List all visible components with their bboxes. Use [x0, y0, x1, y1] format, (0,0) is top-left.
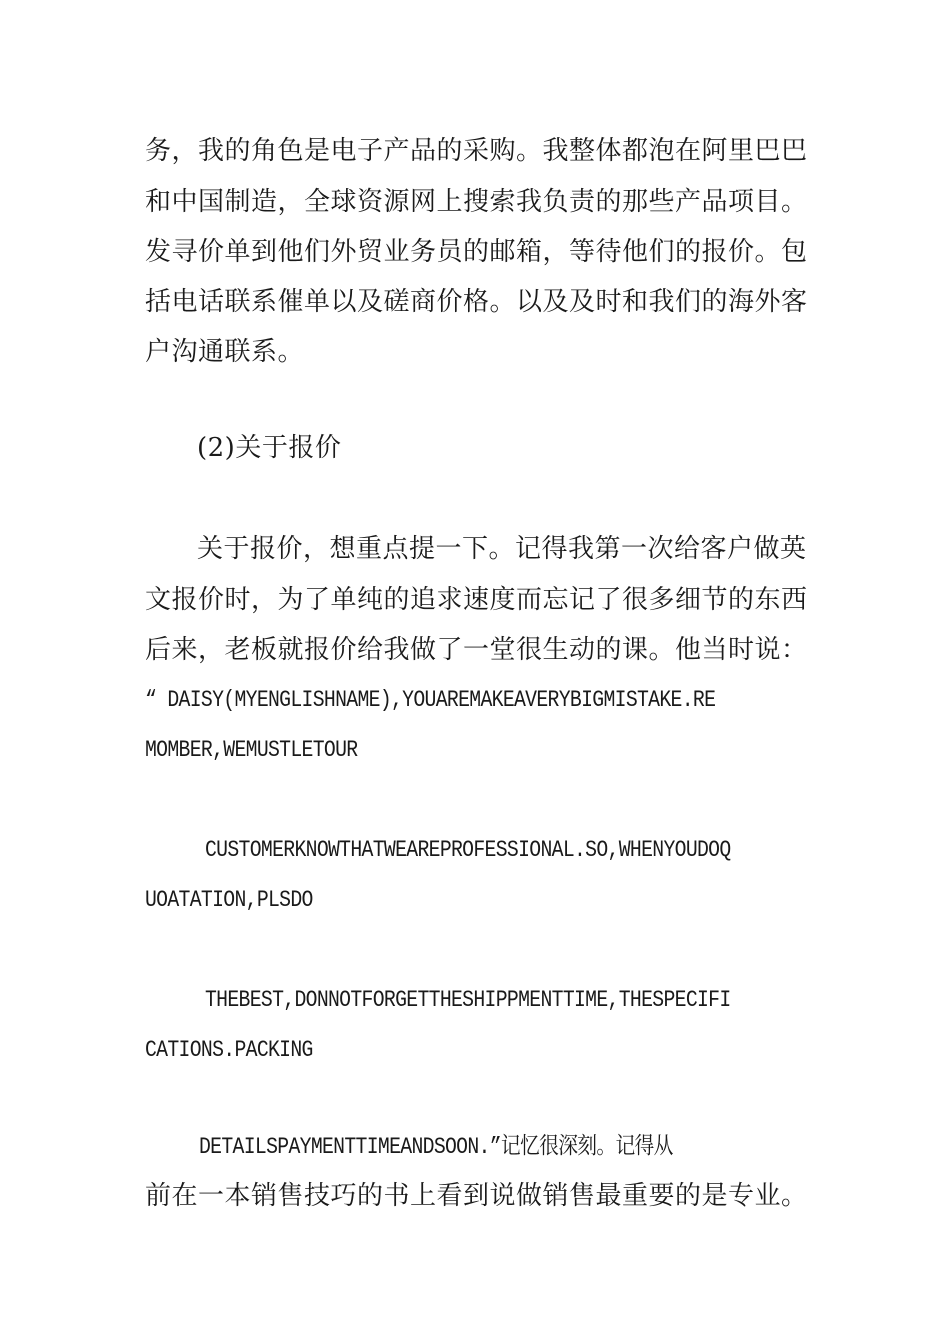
paragraph-line: 括电话联系催单以及磋商价格。以及及时和我们的海外客: [145, 287, 808, 317]
paragraph-line: 和中国制造，全球资源网上搜索我负责的那些产品项目。: [145, 187, 808, 217]
quote-end: DETAILSPAYMENTTIMEANDSOON.”记忆很深刻。记得从: [199, 1134, 673, 1160]
quote-line: UOATATION,PLSDO: [145, 887, 313, 913]
paragraph-line: 户沟通联系。: [145, 337, 305, 367]
section-heading: (2)关于报价: [197, 433, 342, 463]
paragraph-line: [199, 1128, 750, 1164]
quote-line: THEBEST,DONNOTFORGETTHESHIPPMENTTIME,THESPECIFI: [205, 987, 731, 1013]
paragraph-line: 关于报价，想重点提一下。记得我第一次给客户做英: [197, 534, 807, 564]
paragraph-line: 务，我的角色是电子产品的采购。我整体都泡在阿里巴巴: [145, 136, 808, 166]
paragraph-line: 后来，老板就报价给我做了一堂很生动的课。他当时说：: [145, 635, 808, 665]
paragraph-line: 文报价时，为了单纯的追求速度而忘记了很多细节的东西: [145, 585, 808, 615]
paragraph-line: 发寻价单到他们外贸业务员的邮箱，等待他们的报价。包: [145, 237, 808, 267]
quote-line: “ DAISY(MYENGLISHNAME),YOUAREMAKEAVERYBIGMISTAKE.RE: [145, 687, 716, 713]
quote-line: CUSTOMERKNOWTHATWEAREPROFESSIONAL.SO,WHENYOUDOQ: [205, 837, 731, 863]
paragraph-line: 前在一本销售技巧的书上看到说做销售最重要的是专业。: [145, 1181, 808, 1211]
quote-line: CATIONS.PACKING: [145, 1037, 313, 1063]
quote-line: MOMBER,WEMUSTLETOUR: [145, 737, 358, 763]
